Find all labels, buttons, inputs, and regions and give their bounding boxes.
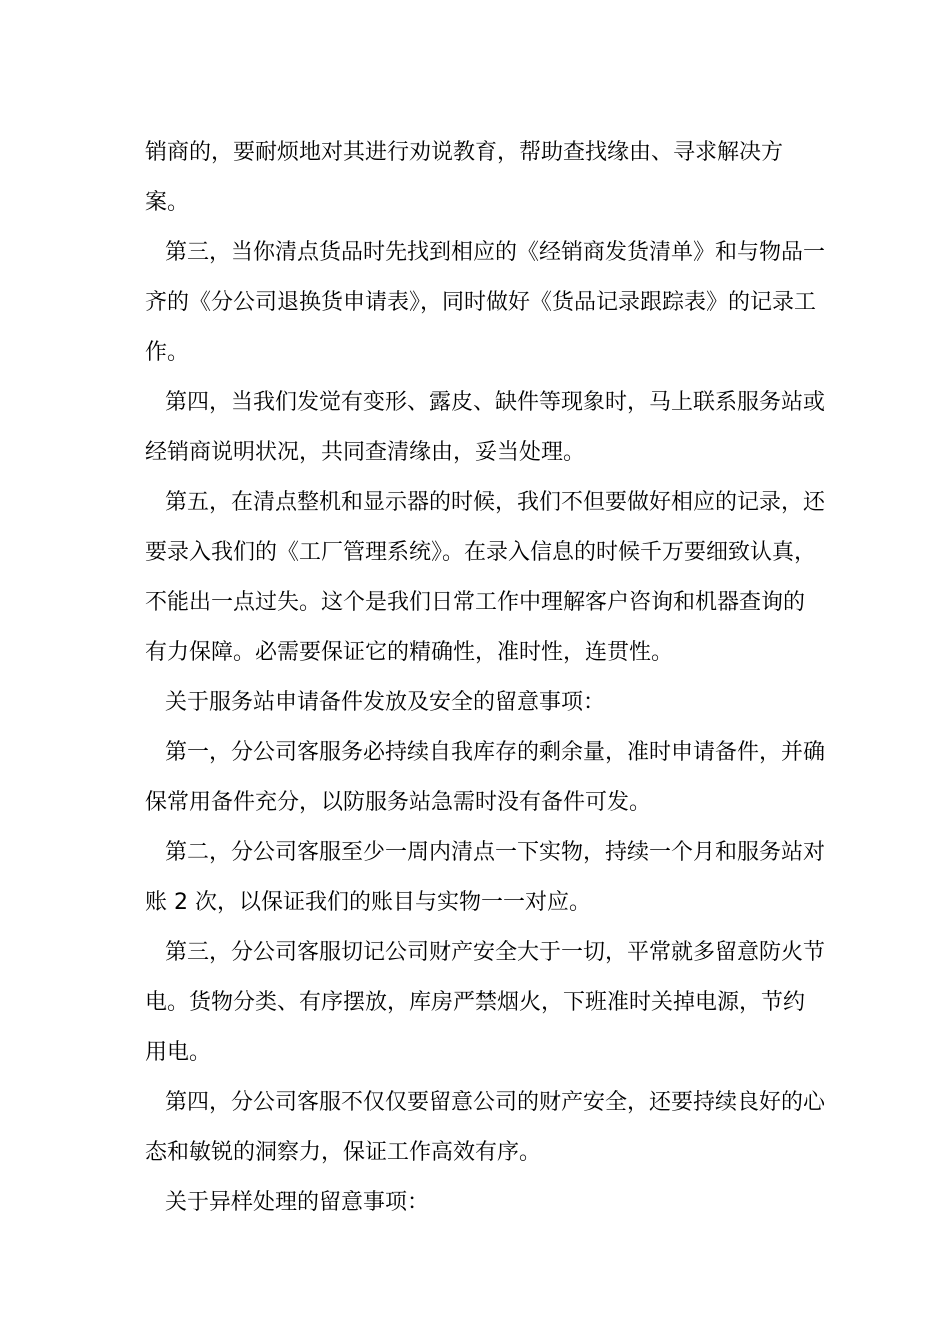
section-heading-exceptions: 关于异样处理的留意事项： bbox=[165, 1190, 430, 1215]
section-heading-spare-parts: 关于服务站申请备件发放及安全的留意事项： bbox=[165, 690, 606, 715]
paragraph-second-reconcile: 第二，分公司客服至少一周内清点一下实物，持续一个月和服务站对账 2 次，以保证我们的账目与实物一一对应。 bbox=[145, 840, 826, 915]
paragraph-continuation: 销商的，要耐烦地对其进行劝说教育，帮助查找缘由、寻求解决方案。 bbox=[145, 140, 784, 215]
paragraph-fourth-attitude: 第四，分公司客服不仅仅要留意公司的财产安全，还要持续良好的心态和敏锐的洞察力，保证工作高效有序。 bbox=[145, 1090, 826, 1165]
paragraph-third-check-goods: 第三，当你清点货品时先找到相应的《经销商发货清单》和与物品一齐的《分公司退换货申请表》，同时做好《货品记录跟踪表》的记录工作。 bbox=[145, 240, 826, 365]
paragraph-third-safety: 第三，分公司客服切记公司财产安全大于一切，平常就多留意防火节电。货物分类、有序摆放，库房严禁烟火，下班准时关掉电源，节约用电。 bbox=[145, 940, 826, 1065]
document-body bbox=[145, 128, 825, 1228]
paragraph-first-inventory: 第一，分公司客服务必持续自我库存的剩余量，准时申请备件，并确保常用备件充分，以防服务站急需时没有备件可发。 bbox=[145, 740, 826, 815]
paragraph-fifth-records: 第五，在清点整机和显示器的时候，我们不但要做好相应的记录，还要录入我们的《工厂管理系统》。在录入信息的时候千万要细致认真，不能出一点过失。这个是我们日常工作中理解客户咨询和机器查询的有力保障。必需要保证它的精确性，准时性，连贯性。 bbox=[145, 490, 826, 665]
paragraph-fourth-defects: 第四，当我们发觉有变形、露皮、缺件等现象时，马上联系服务站或经销商说明状况，共同查清缘由，妥当处理。 bbox=[145, 390, 826, 465]
